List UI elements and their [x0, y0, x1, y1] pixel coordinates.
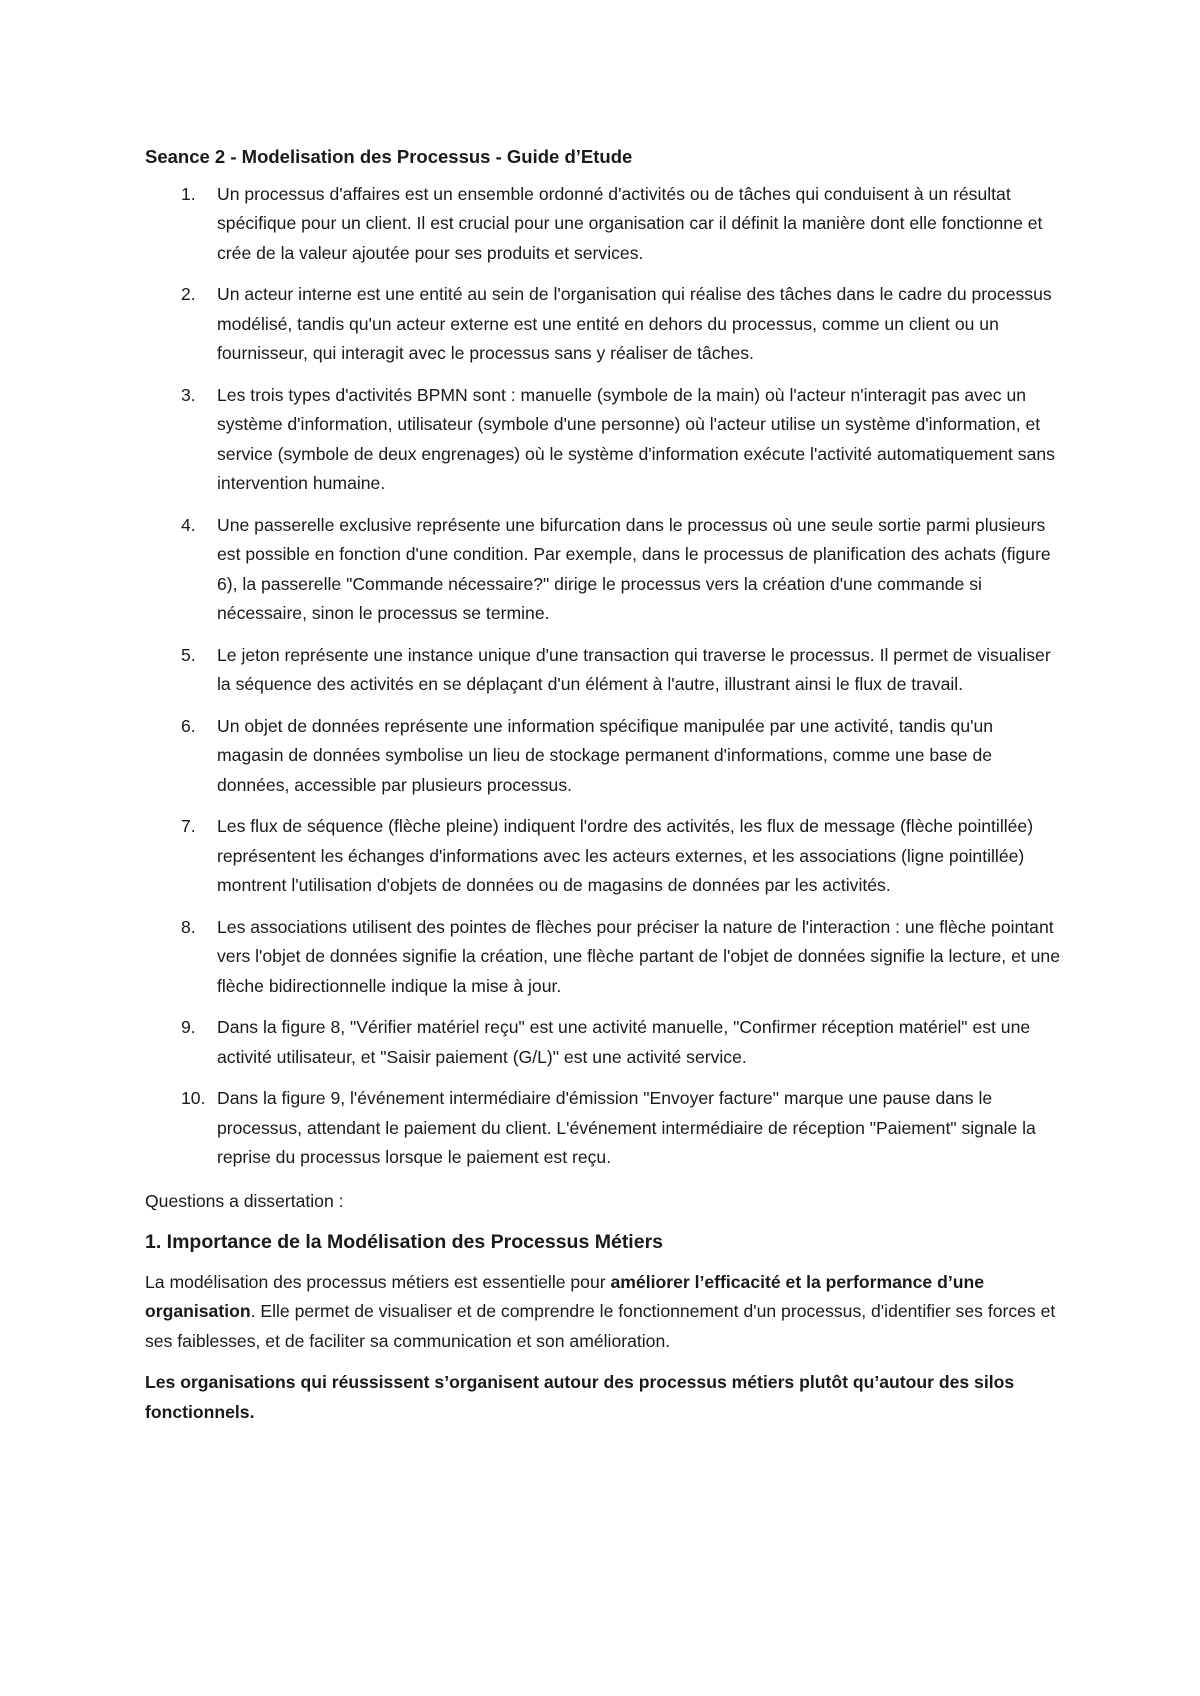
- list-item-number: 9.: [181, 1017, 196, 1037]
- list-item: [145, 812, 1060, 901]
- list-item: [145, 913, 1060, 1002]
- list-item-text: Un acteur interne est une entité au sein de l'organisation qui réalise des tâches dans le cadre du processus modélisé, tandis qu'un acteur externe est une entité en dehors du processus, comme un client ou un fournisseur, qui interagit avec le processus sans y réaliser de tâches.: [217, 284, 1052, 363]
- list-item-number: 2.: [181, 284, 196, 304]
- key-statement: Les organisations qui réussissent s’organisent autour des processus métiers plutôt qu’autour des silos fonctionnels.: [145, 1372, 1015, 1422]
- list-item-number: 1.: [181, 183, 196, 204]
- document-title: Seance 2 - Modelisation des Processus - Guide d’Etude: [145, 146, 633, 167]
- list-item-number: 6.: [181, 715, 196, 736]
- list-item-text: Dans la figure 9, l'événement intermédiaire d'émission "Envoyer facture" marque une pause dans le processus, attendant le paiement du client. L'événement intermédiaire de réception "Paiement" signale la reprise du processus lorsque le paiement est reçu.: [217, 1088, 1036, 1167]
- document-page: [145, 142, 1060, 1427]
- list-item-number: 3.: [181, 384, 196, 405]
- list-item-text: Une passerelle exclusive représente une bifurcation dans le processus où une seule sortie parmi plusieurs est possible en fonction d'une condition. Par exemple, dans le processus de planification des achats (figure 6), la passerelle "Commande nécessaire?" dirige le processus vers la création d'une commande si nécessaire, sinon le processus se termine.: [217, 514, 1051, 623]
- list-item: [145, 511, 1060, 629]
- paragraph-prefix: La modélisation des processus métiers est essentielle pour: [145, 1271, 611, 1292]
- list-item: [145, 712, 1060, 801]
- list-item: [145, 180, 1060, 269]
- list-item-number: 4.: [181, 514, 196, 535]
- section-heading: 1. Importance de la Modélisation des Processus Métiers: [145, 1231, 664, 1253]
- list-item: [145, 1084, 1060, 1173]
- list-item-number: 10.: [181, 1088, 206, 1108]
- list-item-text: Les flux de séquence (flèche pleine) indiquent l'ordre des activités, les flux de message (flèche pointillée) représentent les échanges d'informations avec les acteurs externes, et les associations (ligne pointillée) montrent l'utilisation d'objets de données ou de magasins de données par les activités.: [217, 816, 1034, 895]
- list-item-number: 7.: [181, 816, 196, 836]
- importance-paragraph: [145, 1268, 1060, 1357]
- list-item-text: Les associations utilisent des pointes de flèches pour préciser la nature de l'interaction : une flèche pointant vers l'objet de données signifie la création, une flèche partant de l'objet de données signifie la lecture, et une flèche bidirectionnelle indique la mise à jour.: [217, 916, 1060, 996]
- list-item-text: Dans la figure 8, "Vérifier matériel reçu" est une activité manuelle, "Confirmer réception matériel" est une activité utilisateur, et "Saisir paiement (G/L)" est une activité service.: [217, 1017, 1031, 1067]
- list-item: [145, 280, 1060, 369]
- paragraph-suffix: . Elle permet de visualiser et de comprendre le fonctionnement d'un processus, d'identifier ses forces et ses faiblesses, et de faciliter sa communication et son amélioration.: [145, 1301, 1056, 1351]
- list-item-text: Les trois types d'activités BPMN sont : manuelle (symbole de la main) où l'acteur n'interagit pas avec un système d'information, utilisateur (symbole d'une personne) où l'acteur utilise un système d'information, et service (symbole de deux engrenages) où le système d'information exécute l'activité automatiquement sans intervention humaine.: [217, 384, 1055, 493]
- list-item-number: 5.: [181, 644, 196, 665]
- numbered-list: [145, 180, 1060, 1173]
- list-item: [145, 1013, 1060, 1072]
- list-item: [145, 641, 1060, 700]
- paragraph-emphasis: améliorer l’efficacité et la performance d’une organisation: [145, 1271, 985, 1321]
- list-item-text: Le jeton représente une instance unique d'une transaction qui traverse le processus. Il permet de visualiser la séquence des activités en se déplaçant d'un élément à l'autre, illustrant ainsi le flux de travail.: [217, 644, 1051, 694]
- list-item: [145, 381, 1060, 499]
- list-item-text: Un objet de données représente une information spécifique manipulée par une activité, tandis qu'un magasin de données symbolise un lieu de stockage permanent d'informations, comme une base de données, accessible par plusieurs processus.: [217, 715, 994, 795]
- questions-label: Questions a dissertation :: [145, 1190, 344, 1211]
- list-item-number: 8.: [181, 916, 196, 937]
- list-item-text: Un processus d'affaires est un ensemble ordonné d'activités ou de tâches qui conduisent à un résultat spécifique pour un client. Il est crucial pour une organisation car il définit la manière dont elle fonctionne et crée de la valeur ajoutée pour ses produits et services.: [217, 183, 1043, 263]
